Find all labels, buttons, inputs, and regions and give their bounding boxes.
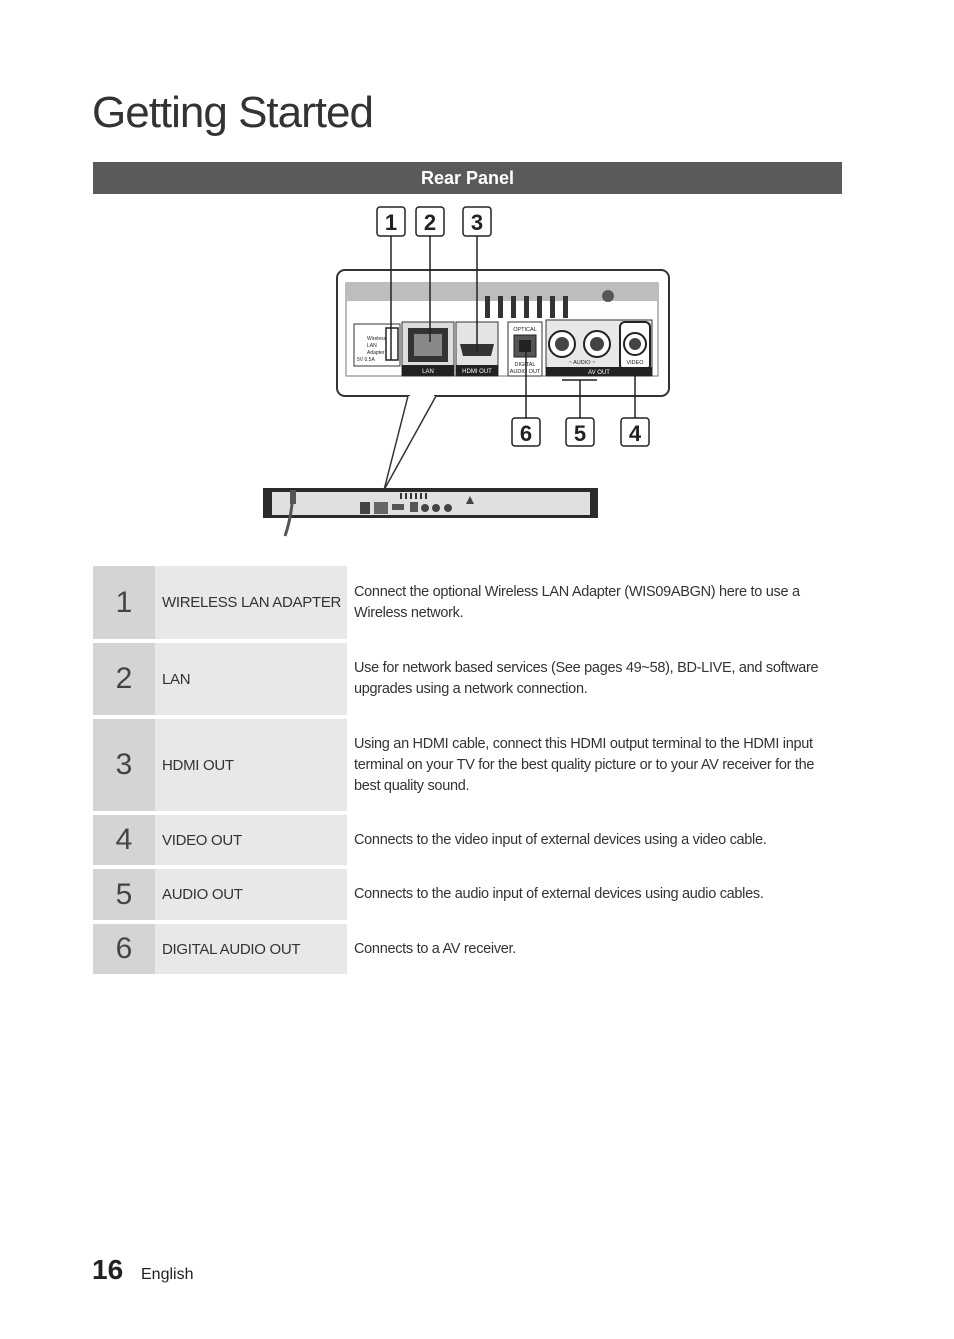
page-title: Getting Started [92, 88, 373, 137]
svg-text:6: 6 [519, 421, 533, 446]
wireless-label-3: Adapter [367, 350, 385, 356]
row-description: Connects to the video input of external devices using a video cable. [354, 831, 767, 848]
row-number: 5 [93, 869, 155, 920]
row-name: DIGITAL AUDIO OUT [155, 924, 347, 974]
callout-6 [512, 418, 540, 446]
avout-label: AV OUT [588, 370, 610, 376]
row-number: 4 [93, 815, 155, 865]
svg-text:5: 5 [573, 421, 587, 446]
table-row [93, 815, 842, 865]
row-description: Using an HDMI cable, connect this HDMI output terminal to the HDMI input terminal on your TV for the best quality picture or to your AV receiver for the best quality sound. [354, 735, 815, 794]
callout-5 [566, 418, 594, 446]
wireless-label-4: 5V 0.5A [357, 357, 375, 363]
callout-4 [621, 418, 649, 446]
digital-label-1: DIGITAL [514, 362, 536, 368]
callout-3 [463, 207, 491, 236]
wireless-label-2: LAN [367, 343, 377, 349]
table-row [93, 643, 842, 715]
hdmi-port-label: HDMI OUT [462, 369, 492, 375]
page-number: 16 [92, 1254, 124, 1285]
rear-panel-table [93, 566, 842, 978]
row-name: VIDEO OUT [155, 815, 347, 865]
row-description: Connect the optional Wireless LAN Adapter (WIS09ABGN) here to use a Wireless network. [354, 583, 800, 621]
table-row [93, 924, 842, 974]
svg-text:3: 3 [470, 210, 484, 235]
row-number: 1 [93, 566, 155, 639]
callout-1 [377, 207, 405, 236]
page-language: English [141, 1266, 194, 1283]
audio-label: ~ AUDIO ~ [568, 360, 596, 366]
table-row [93, 566, 842, 639]
lan-port-label: LAN [422, 369, 434, 375]
digital-label-2: AUDIO OUT [509, 369, 541, 375]
row-name: AUDIO OUT [155, 869, 347, 920]
player-rear-view [263, 488, 598, 536]
svg-text:4: 4 [628, 421, 642, 446]
wireless-label-1: Wireless [367, 336, 387, 342]
callout-2 [416, 207, 444, 236]
table-row [93, 719, 842, 811]
row-description: Connects to the audio input of external devices using audio cables. [354, 886, 764, 902]
rear-panel-diagram [0, 0, 954, 560]
section-header: Rear Panel [93, 162, 842, 194]
svg-text:2: 2 [423, 210, 437, 235]
optical-label: OPTICAL [513, 327, 537, 333]
row-name: LAN [155, 643, 347, 715]
svg-text:1: 1 [384, 210, 398, 235]
row-description: Connects to a AV receiver. [354, 940, 516, 957]
row-name: HDMI OUT [155, 719, 347, 811]
row-number: 6 [93, 924, 155, 974]
row-description: Use for network based services (See pages 49~58), BD-LIVE, and software upgrades using a network connection. [354, 660, 819, 697]
row-number: 3 [93, 719, 155, 811]
table-row [93, 869, 842, 920]
row-name: WIRELESS LAN ADAPTER [155, 566, 347, 639]
video-label: VIDEO [626, 360, 644, 366]
row-number: 2 [93, 643, 155, 715]
